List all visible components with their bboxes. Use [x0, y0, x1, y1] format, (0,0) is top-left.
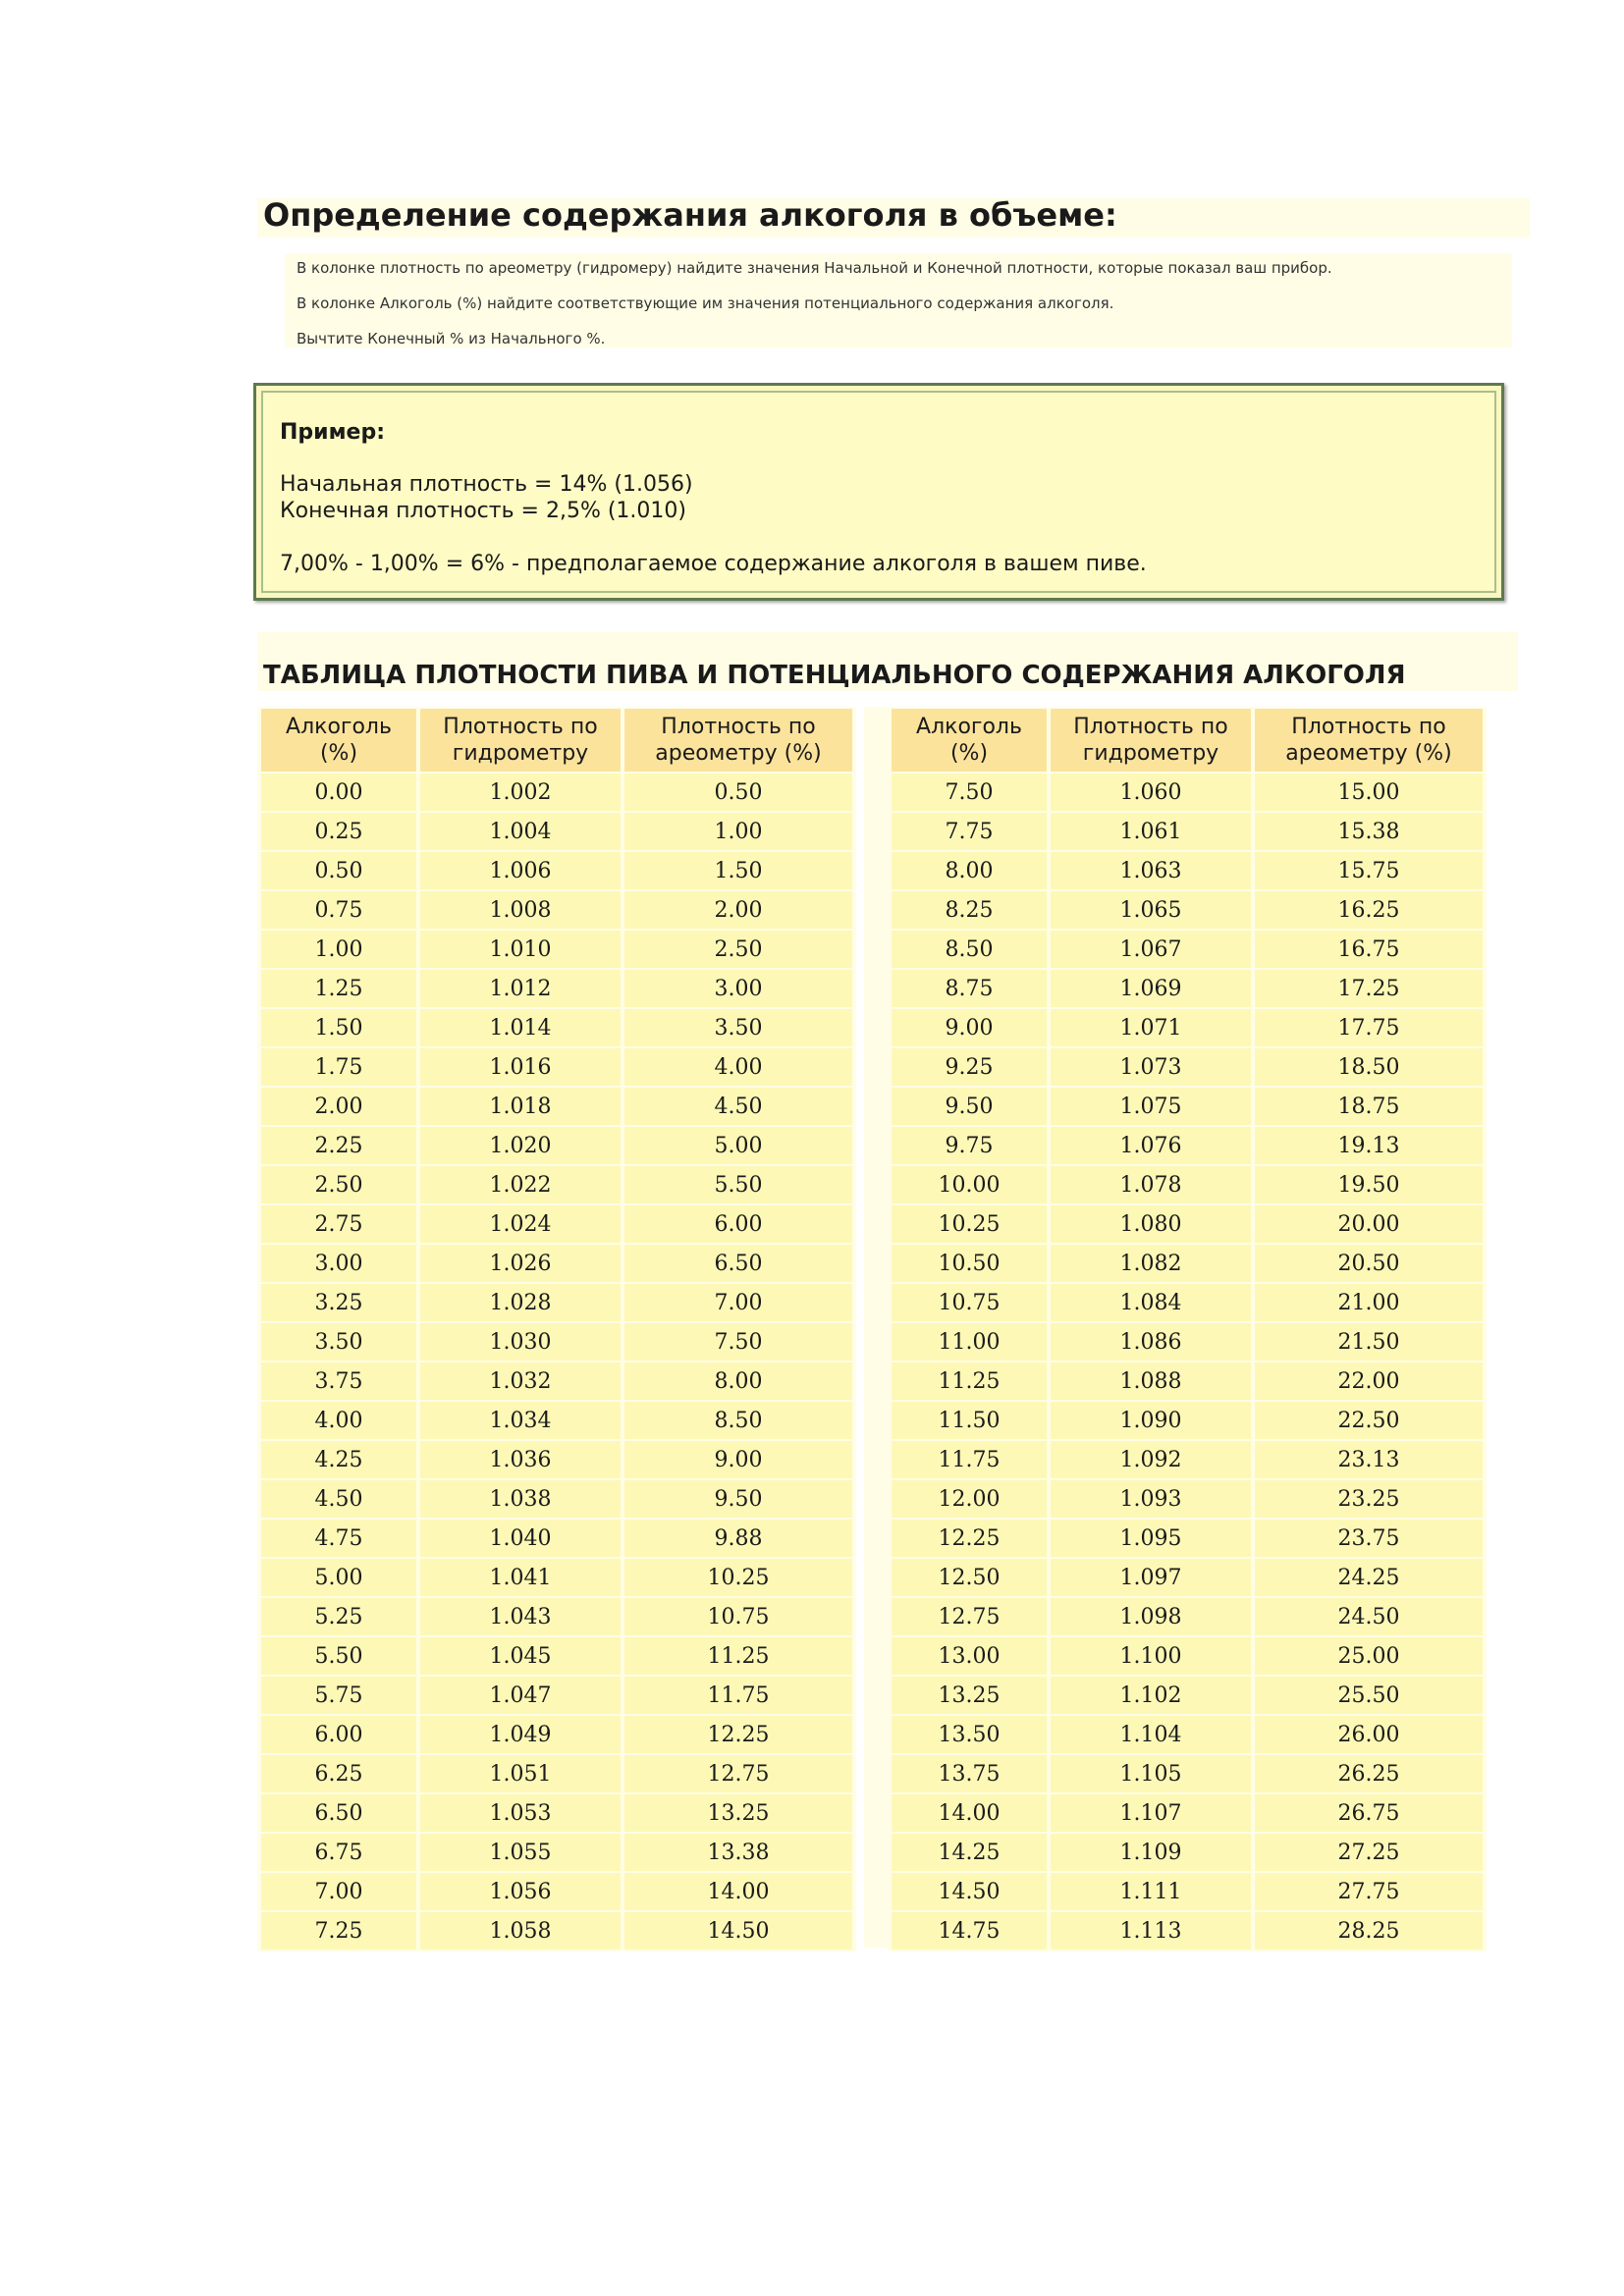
cell-alcohol: 14.25: [892, 1834, 1047, 1871]
cell-hydrometer: 1.082: [1051, 1245, 1251, 1282]
table-row: [261, 1716, 852, 1753]
table-row: [261, 1912, 852, 1949]
cell-hydrometer: 1.069: [1051, 970, 1251, 1007]
cell-areometer: 22.00: [1255, 1362, 1483, 1400]
cell-alcohol: 2.25: [261, 1127, 416, 1164]
cell-hydrometer: 1.113: [1051, 1912, 1251, 1949]
cell-areometer: 3.50: [624, 1009, 852, 1046]
cell-hydrometer: 1.065: [1051, 891, 1251, 929]
cell-hydrometer: 1.097: [1051, 1559, 1251, 1596]
cell-areometer: 4.00: [624, 1048, 852, 1086]
cell-areometer: 14.50: [624, 1912, 852, 1949]
cell-areometer: 23.13: [1255, 1441, 1483, 1478]
table-row: [261, 1441, 852, 1478]
header-areometer: Плотность по ареометру (%): [1255, 709, 1483, 772]
cell-alcohol: 13.50: [892, 1716, 1047, 1753]
example-result: 7,00% - 1,00% = 6% - предполагаемое содержание алкоголя в вашем пиве.: [280, 552, 1147, 576]
table-row: [892, 1362, 1483, 1400]
instruction-line: В колонке Алкоголь (%) найдите соответствующие им значения потенциального содержания алкоголя.: [297, 294, 1114, 312]
cell-alcohol: 7.50: [892, 774, 1047, 811]
cell-alcohol: 9.50: [892, 1088, 1047, 1125]
cell-alcohol: 11.25: [892, 1362, 1047, 1400]
cell-alcohol: 10.50: [892, 1245, 1047, 1282]
cell-alcohol: 12.50: [892, 1559, 1047, 1596]
header-areometer: Плотность по ареометру (%): [624, 709, 852, 772]
cell-hydrometer: 1.109: [1051, 1834, 1251, 1871]
table-row: [261, 1755, 852, 1792]
cell-hydrometer: 1.111: [1051, 1873, 1251, 1910]
cell-hydrometer: 1.012: [420, 970, 621, 1007]
header-alcohol: Алкоголь (%): [892, 709, 1047, 772]
table-row: [261, 852, 852, 889]
cell-hydrometer: 1.034: [420, 1402, 621, 1439]
cell-hydrometer: 1.028: [420, 1284, 621, 1321]
table-row: [892, 1009, 1483, 1046]
cell-areometer: 15.75: [1255, 852, 1483, 889]
cell-alcohol: 2.75: [261, 1205, 416, 1243]
cell-hydrometer: 1.016: [420, 1048, 621, 1086]
cell-hydrometer: 1.107: [1051, 1794, 1251, 1832]
table-row: [892, 1402, 1483, 1439]
cell-alcohol: 8.00: [892, 852, 1047, 889]
table-row: [892, 1205, 1483, 1243]
cell-areometer: 15.00: [1255, 774, 1483, 811]
example-final-gravity: Конечная плотность = 2,5% (1.010): [280, 499, 686, 523]
cell-areometer: 19.13: [1255, 1127, 1483, 1164]
cell-alcohol: 4.75: [261, 1520, 416, 1557]
table-row: [261, 1677, 852, 1714]
cell-alcohol: 12.25: [892, 1520, 1047, 1557]
cell-areometer: 9.50: [624, 1480, 852, 1518]
table-row: [261, 1873, 852, 1910]
cell-hydrometer: 1.047: [420, 1677, 621, 1714]
cell-alcohol: 4.00: [261, 1402, 416, 1439]
cell-hydrometer: 1.098: [1051, 1598, 1251, 1635]
cell-hydrometer: 1.030: [420, 1323, 621, 1361]
cell-areometer: 21.50: [1255, 1323, 1483, 1361]
cell-alcohol: 11.75: [892, 1441, 1047, 1478]
cell-areometer: 17.25: [1255, 970, 1483, 1007]
cell-areometer: 23.25: [1255, 1480, 1483, 1518]
cell-alcohol: 6.50: [261, 1794, 416, 1832]
cell-alcohol: 4.50: [261, 1480, 416, 1518]
cell-alcohol: 11.00: [892, 1323, 1047, 1361]
cell-hydrometer: 1.076: [1051, 1127, 1251, 1164]
table-row: [261, 1009, 852, 1046]
cell-alcohol: 5.00: [261, 1559, 416, 1596]
cell-hydrometer: 1.071: [1051, 1009, 1251, 1046]
cell-alcohol: 14.00: [892, 1794, 1047, 1832]
table-gap: [864, 707, 888, 1948]
header-hydrometer: Плотность по гидрометру: [420, 709, 621, 772]
example-box-inner: [261, 391, 1496, 593]
cell-hydrometer: 1.008: [420, 891, 621, 929]
cell-alcohol: 6.00: [261, 1716, 416, 1753]
cell-hydrometer: 1.075: [1051, 1088, 1251, 1125]
cell-alcohol: 11.50: [892, 1402, 1047, 1439]
cell-areometer: 4.50: [624, 1088, 852, 1125]
cell-hydrometer: 1.090: [1051, 1402, 1251, 1439]
cell-hydrometer: 1.051: [420, 1755, 621, 1792]
cell-hydrometer: 1.040: [420, 1520, 621, 1557]
cell-alcohol: 13.75: [892, 1755, 1047, 1792]
cell-areometer: 28.25: [1255, 1912, 1483, 1949]
table-row: [261, 1834, 852, 1871]
cell-areometer: 18.50: [1255, 1048, 1483, 1086]
cell-hydrometer: 1.063: [1051, 852, 1251, 889]
cell-alcohol: 3.50: [261, 1323, 416, 1361]
table-row: [892, 1834, 1483, 1871]
cell-areometer: 6.00: [624, 1205, 852, 1243]
cell-alcohol: 10.00: [892, 1166, 1047, 1203]
cell-alcohol: 13.00: [892, 1637, 1047, 1675]
cell-hydrometer: 1.006: [420, 852, 621, 889]
cell-alcohol: 2.00: [261, 1088, 416, 1125]
cell-alcohol: 8.75: [892, 970, 1047, 1007]
cell-hydrometer: 1.084: [1051, 1284, 1251, 1321]
cell-hydrometer: 1.055: [420, 1834, 621, 1871]
cell-alcohol: 13.25: [892, 1677, 1047, 1714]
table-row: [892, 1284, 1483, 1321]
cell-hydrometer: 1.049: [420, 1716, 621, 1753]
cell-alcohol: 0.50: [261, 852, 416, 889]
cell-hydrometer: 1.032: [420, 1362, 621, 1400]
cell-hydrometer: 1.002: [420, 774, 621, 811]
density-table-right: [888, 707, 1487, 1951]
cell-areometer: 26.00: [1255, 1716, 1483, 1753]
cell-hydrometer: 1.056: [420, 1873, 621, 1910]
cell-alcohol: 10.75: [892, 1284, 1047, 1321]
cell-areometer: 6.50: [624, 1245, 852, 1282]
table-row: [892, 1873, 1483, 1910]
cell-hydrometer: 1.086: [1051, 1323, 1251, 1361]
cell-areometer: 2.50: [624, 931, 852, 968]
table-row: [261, 891, 852, 929]
cell-hydrometer: 1.010: [420, 931, 621, 968]
cell-areometer: 13.38: [624, 1834, 852, 1871]
cell-hydrometer: 1.060: [1051, 774, 1251, 811]
cell-areometer: 12.25: [624, 1716, 852, 1753]
cell-hydrometer: 1.061: [1051, 813, 1251, 850]
cell-areometer: 11.75: [624, 1677, 852, 1714]
cell-alcohol: 14.75: [892, 1912, 1047, 1949]
cell-alcohol: 0.75: [261, 891, 416, 929]
example-label: Пример:: [280, 420, 386, 445]
density-table-left: [257, 707, 856, 1951]
cell-alcohol: 9.75: [892, 1127, 1047, 1164]
cell-areometer: 16.75: [1255, 931, 1483, 968]
table-row: [261, 1480, 852, 1518]
cell-hydrometer: 1.053: [420, 1794, 621, 1832]
table-row: [892, 813, 1483, 850]
header-alcohol: Алкоголь (%): [261, 709, 416, 772]
cell-hydrometer: 1.004: [420, 813, 621, 850]
cell-areometer: 2.00: [624, 891, 852, 929]
cell-areometer: 16.25: [1255, 891, 1483, 929]
table-row: [892, 1323, 1483, 1361]
table-row: [892, 1480, 1483, 1518]
table-row: [892, 1441, 1483, 1478]
cell-areometer: 26.25: [1255, 1755, 1483, 1792]
cell-hydrometer: 1.088: [1051, 1362, 1251, 1400]
table-row: [261, 1127, 852, 1164]
cell-alcohol: 1.00: [261, 931, 416, 968]
cell-hydrometer: 1.043: [420, 1598, 621, 1635]
cell-hydrometer: 1.020: [420, 1127, 621, 1164]
page-title: Определение содержания алкоголя в объеме:: [263, 196, 1117, 234]
cell-areometer: 23.75: [1255, 1520, 1483, 1557]
cell-alcohol: 3.00: [261, 1245, 416, 1282]
cell-hydrometer: 1.026: [420, 1245, 621, 1282]
cell-areometer: 26.75: [1255, 1794, 1483, 1832]
cell-alcohol: 7.75: [892, 813, 1047, 850]
table-row: [892, 1559, 1483, 1596]
cell-alcohol: 5.50: [261, 1637, 416, 1675]
table-row: [892, 1520, 1483, 1557]
table-row: [261, 1362, 852, 1400]
cell-areometer: 10.25: [624, 1559, 852, 1596]
cell-alcohol: 10.25: [892, 1205, 1047, 1243]
instruction-line: Вычтите Конечный % из Начального %.: [297, 330, 606, 347]
cell-areometer: 25.00: [1255, 1637, 1483, 1675]
table-row: [261, 1402, 852, 1439]
cell-hydrometer: 1.105: [1051, 1755, 1251, 1792]
table-row: [892, 1088, 1483, 1125]
table-row: [261, 813, 852, 850]
cell-hydrometer: 1.058: [420, 1912, 621, 1949]
cell-alcohol: 4.25: [261, 1441, 416, 1478]
cell-hydrometer: 1.045: [420, 1637, 621, 1675]
cell-hydrometer: 1.073: [1051, 1048, 1251, 1086]
cell-alcohol: 9.00: [892, 1009, 1047, 1046]
table-row: [261, 1284, 852, 1321]
cell-hydrometer: 1.014: [420, 1009, 621, 1046]
cell-areometer: 20.00: [1255, 1205, 1483, 1243]
cell-areometer: 19.50: [1255, 1166, 1483, 1203]
table-row: [261, 1794, 852, 1832]
cell-areometer: 11.25: [624, 1637, 852, 1675]
table-row: [892, 891, 1483, 929]
cell-hydrometer: 1.092: [1051, 1441, 1251, 1478]
cell-alcohol: 6.75: [261, 1834, 416, 1871]
cell-hydrometer: 1.104: [1051, 1716, 1251, 1753]
cell-alcohol: 12.00: [892, 1480, 1047, 1518]
cell-areometer: 22.50: [1255, 1402, 1483, 1439]
cell-areometer: 24.50: [1255, 1598, 1483, 1635]
cell-areometer: 9.00: [624, 1441, 852, 1478]
cell-hydrometer: 1.095: [1051, 1520, 1251, 1557]
example-initial-gravity: Начальная плотность = 14% (1.056): [280, 472, 693, 497]
table-row: [892, 1912, 1483, 1949]
cell-areometer: 24.25: [1255, 1559, 1483, 1596]
cell-hydrometer: 1.038: [420, 1480, 621, 1518]
cell-hydrometer: 1.041: [420, 1559, 621, 1596]
header-hydrometer: Плотность по гидрометру: [1051, 709, 1251, 772]
cell-alcohol: 7.25: [261, 1912, 416, 1949]
table-row: [892, 1637, 1483, 1675]
table-title: ТАБЛИЦА ПЛОТНОСТИ ПИВА И ПОТЕНЦИАЛЬНОГО СОДЕРЖАНИЯ АЛКОГОЛЯ: [263, 661, 1406, 690]
cell-areometer: 14.00: [624, 1873, 852, 1910]
table-row: [261, 1559, 852, 1596]
cell-areometer: 21.00: [1255, 1284, 1483, 1321]
cell-areometer: 8.50: [624, 1402, 852, 1439]
table-row: [261, 1048, 852, 1086]
cell-hydrometer: 1.100: [1051, 1637, 1251, 1675]
cell-areometer: 17.75: [1255, 1009, 1483, 1046]
table-row: [892, 1677, 1483, 1714]
cell-alcohol: 1.25: [261, 970, 416, 1007]
table-row: [261, 1637, 852, 1675]
table-row: [261, 1520, 852, 1557]
table-row: [261, 1598, 852, 1635]
cell-hydrometer: 1.022: [420, 1166, 621, 1203]
table-row: [892, 1794, 1483, 1832]
table-row: [261, 931, 852, 968]
cell-alcohol: 12.75: [892, 1598, 1047, 1635]
cell-areometer: 0.50: [624, 774, 852, 811]
cell-alcohol: 8.25: [892, 891, 1047, 929]
cell-alcohol: 14.50: [892, 1873, 1047, 1910]
table-row: [892, 1245, 1483, 1282]
instruction-line: В колонке плотность по ареометру (гидромеру) найдите значения Начальной и Конечной плотности, которые показал ваш прибор.: [297, 259, 1332, 277]
cell-hydrometer: 1.018: [420, 1088, 621, 1125]
table-row: [892, 1716, 1483, 1753]
cell-alcohol: 1.75: [261, 1048, 416, 1086]
cell-areometer: 13.25: [624, 1794, 852, 1832]
table-row: [892, 970, 1483, 1007]
cell-areometer: 20.50: [1255, 1245, 1483, 1282]
cell-alcohol: 3.75: [261, 1362, 416, 1400]
instructions-panel: [285, 253, 1512, 347]
cell-hydrometer: 1.036: [420, 1441, 621, 1478]
example-box: [253, 383, 1504, 601]
cell-areometer: 9.88: [624, 1520, 852, 1557]
cell-areometer: 18.75: [1255, 1088, 1483, 1125]
cell-areometer: 8.00: [624, 1362, 852, 1400]
table-row: [261, 1205, 852, 1243]
cell-hydrometer: 1.102: [1051, 1677, 1251, 1714]
cell-areometer: 27.75: [1255, 1873, 1483, 1910]
table-row: [261, 1245, 852, 1282]
cell-alcohol: 0.00: [261, 774, 416, 811]
table-row: [261, 774, 852, 811]
cell-areometer: 25.50: [1255, 1677, 1483, 1714]
table-row: [261, 1166, 852, 1203]
cell-areometer: 7.50: [624, 1323, 852, 1361]
table-row: [892, 1127, 1483, 1164]
cell-areometer: 1.50: [624, 852, 852, 889]
cell-areometer: 7.00: [624, 1284, 852, 1321]
cell-areometer: 3.00: [624, 970, 852, 1007]
table-row: [892, 1598, 1483, 1635]
table-row: [892, 852, 1483, 889]
table-row: [892, 931, 1483, 968]
table-row: [261, 1323, 852, 1361]
table-row: [892, 1755, 1483, 1792]
cell-alcohol: 6.25: [261, 1755, 416, 1792]
cell-alcohol: 7.00: [261, 1873, 416, 1910]
table-row: [261, 970, 852, 1007]
cell-areometer: 1.00: [624, 813, 852, 850]
cell-alcohol: 5.75: [261, 1677, 416, 1714]
table-row: [892, 1048, 1483, 1086]
table-row: [892, 1166, 1483, 1203]
table-row: [892, 774, 1483, 811]
cell-areometer: 10.75: [624, 1598, 852, 1635]
cell-alcohol: 3.25: [261, 1284, 416, 1321]
cell-hydrometer: 1.067: [1051, 931, 1251, 968]
cell-areometer: 5.00: [624, 1127, 852, 1164]
cell-alcohol: 5.25: [261, 1598, 416, 1635]
table-row: [261, 1088, 852, 1125]
cell-hydrometer: 1.093: [1051, 1480, 1251, 1518]
table-header-row: [261, 709, 852, 772]
cell-hydrometer: 1.078: [1051, 1166, 1251, 1203]
cell-alcohol: 0.25: [261, 813, 416, 850]
cell-alcohol: 1.50: [261, 1009, 416, 1046]
table-header-row: [892, 709, 1483, 772]
cell-alcohol: 8.50: [892, 931, 1047, 968]
cell-areometer: 15.38: [1255, 813, 1483, 850]
cell-areometer: 27.25: [1255, 1834, 1483, 1871]
cell-hydrometer: 1.024: [420, 1205, 621, 1243]
cell-areometer: 12.75: [624, 1755, 852, 1792]
cell-hydrometer: 1.080: [1051, 1205, 1251, 1243]
cell-areometer: 5.50: [624, 1166, 852, 1203]
cell-alcohol: 2.50: [261, 1166, 416, 1203]
cell-alcohol: 9.25: [892, 1048, 1047, 1086]
